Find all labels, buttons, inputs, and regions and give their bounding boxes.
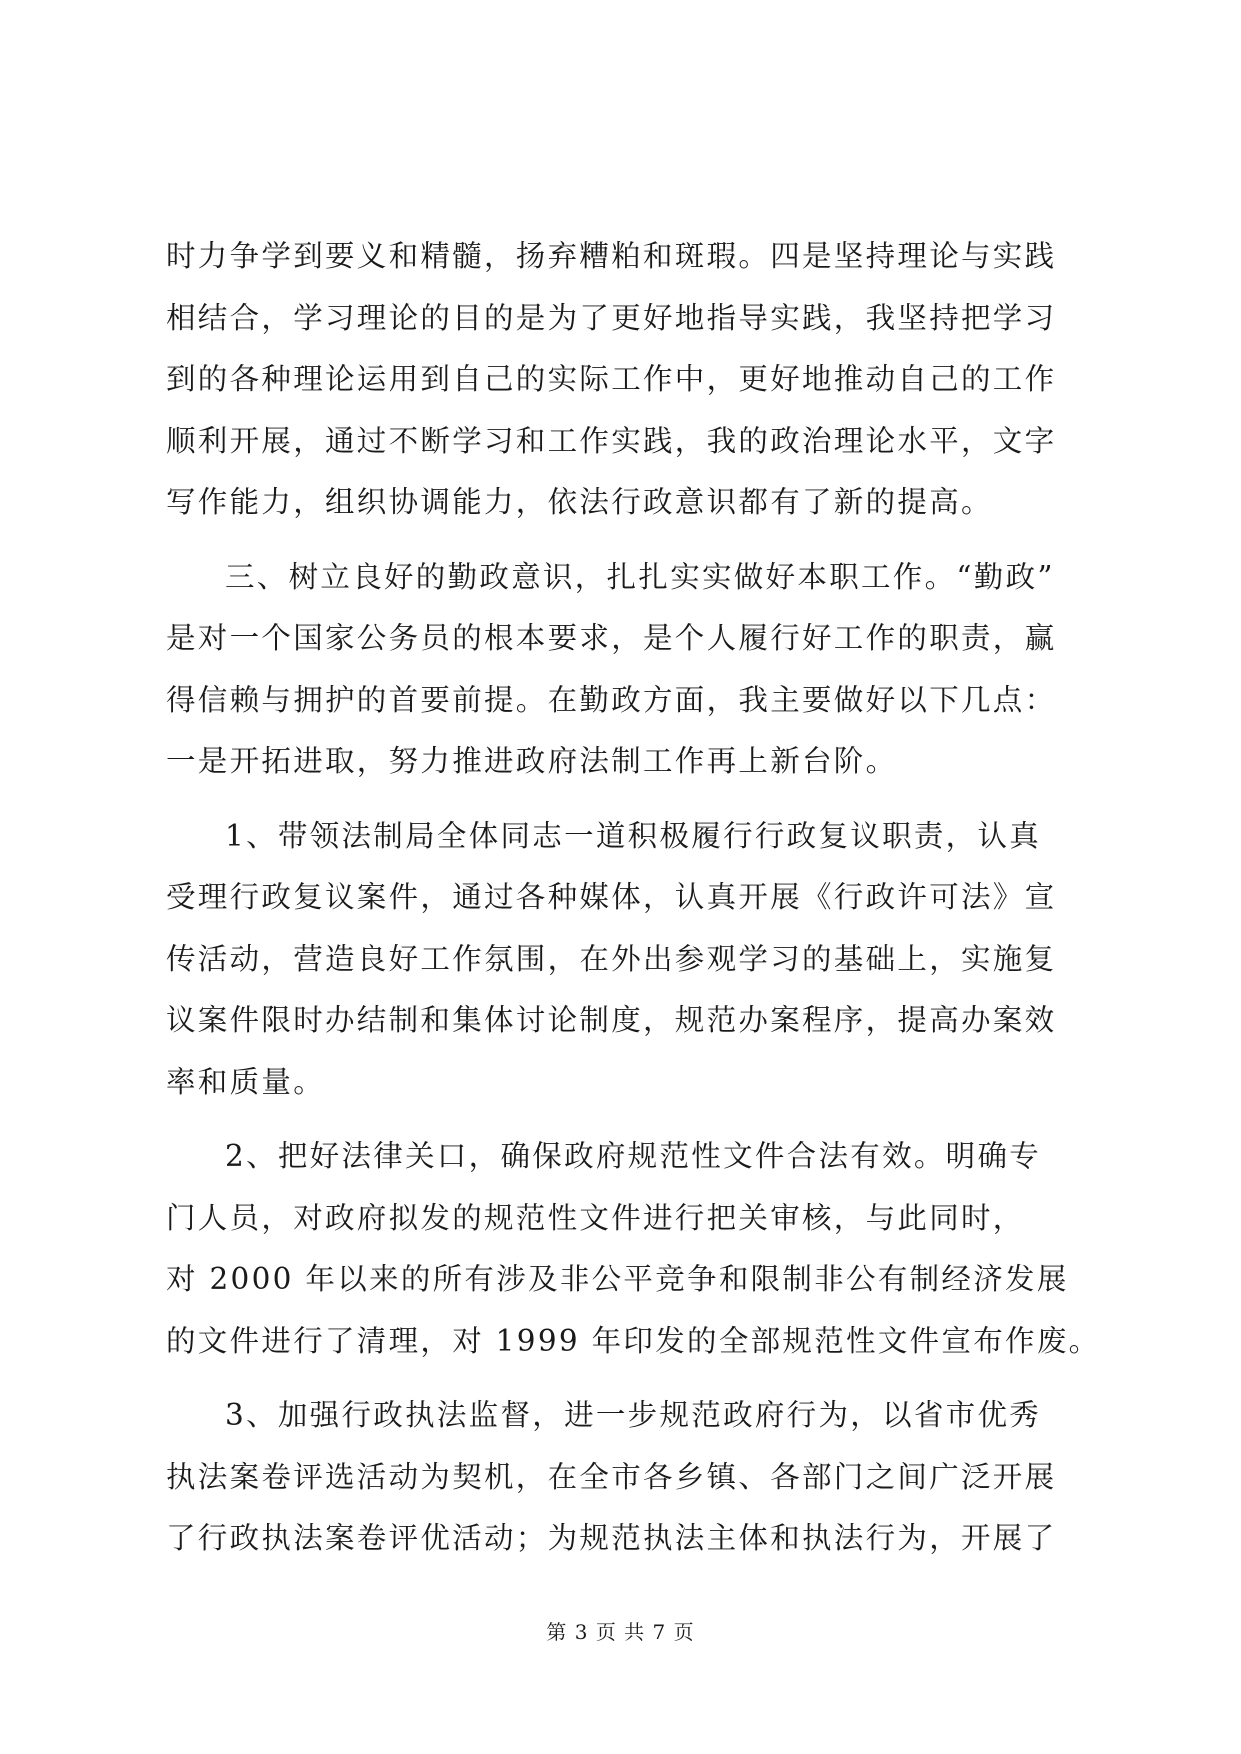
section-heading-line: 三、树立良好的勤政意识，扎扎实实做好本职工作。“勤政” — [225, 559, 1055, 594]
body-line: 得信赖与拥护的首要前提。在勤政方面，我主要做好以下几点： — [166, 682, 1057, 717]
body-line: 受理行政复议案件，通过各种媒体，认真开展《行政许可法》宣 — [166, 880, 1057, 914]
body-line: 时力争学到要义和精髓，扬弃糟粕和斑瑕。四是坚持理论与实践 — [166, 239, 1057, 273]
body-line: 写作能力，组织协调能力，依法行政意识都有了新的提高。 — [166, 485, 993, 519]
list-item-line: 1、带领法制局全体同志一道积极履行行政复议职责，认真 — [225, 818, 1042, 853]
list-item-line: 2、把好法律关口，确保政府规范性文件合法有效。明确专 — [225, 1139, 1042, 1173]
body-line: 门人员，对政府拟发的规范性文件进行把关审核，与此同时， — [166, 1200, 1025, 1235]
body-line: 率和质量。 — [166, 1064, 326, 1099]
page-number-footer: 第 3 页 共 7 页 — [546, 1620, 695, 1644]
body-line: 顺利开展，通过不断学习和工作实践，我的政治理论水平，文字 — [166, 423, 1057, 458]
body-line: 议案件限时办结制和集体讨论制度，规范办案程序，提高办案效 — [166, 1003, 1057, 1037]
body-line: 相结合，学习理论的目的是为了更好地指导实践，我坚持把学习 — [166, 300, 1057, 335]
body-line: 是对一个国家公务员的根本要求，是个人履行好工作的职责，赢 — [166, 621, 1057, 655]
body-line: 到的各种理论运用到自己的实际工作中，更好地推动自己的工作 — [166, 362, 1057, 396]
body-line: 传活动，营造良好工作氛围，在外出参观学习的基础上，实施复 — [166, 941, 1057, 976]
body-line: 了行政执法案卷评优活动；为规范执法主体和执法行为，开展了 — [166, 1521, 1057, 1555]
body-line: 一是开拓进取，努力推进政府法制工作再上新台阶。 — [166, 744, 898, 778]
body-line: 执法案卷评选活动为契机，在全市各乡镇、各部门之间广泛开展 — [166, 1459, 1057, 1494]
list-item-line: 3、加强行政执法监督，进一步规范政府行为，以省市优秀 — [225, 1398, 1042, 1432]
body-line: 对 2000 年以来的所有涉及非公平竞争和限制非公有制经济发展 — [166, 1262, 1069, 1296]
body-line: 的文件进行了清理，对 1999 年印发的全部规范性文件宣布作废。 — [166, 1323, 1101, 1358]
document-body — [166, 226, 1101, 1570]
